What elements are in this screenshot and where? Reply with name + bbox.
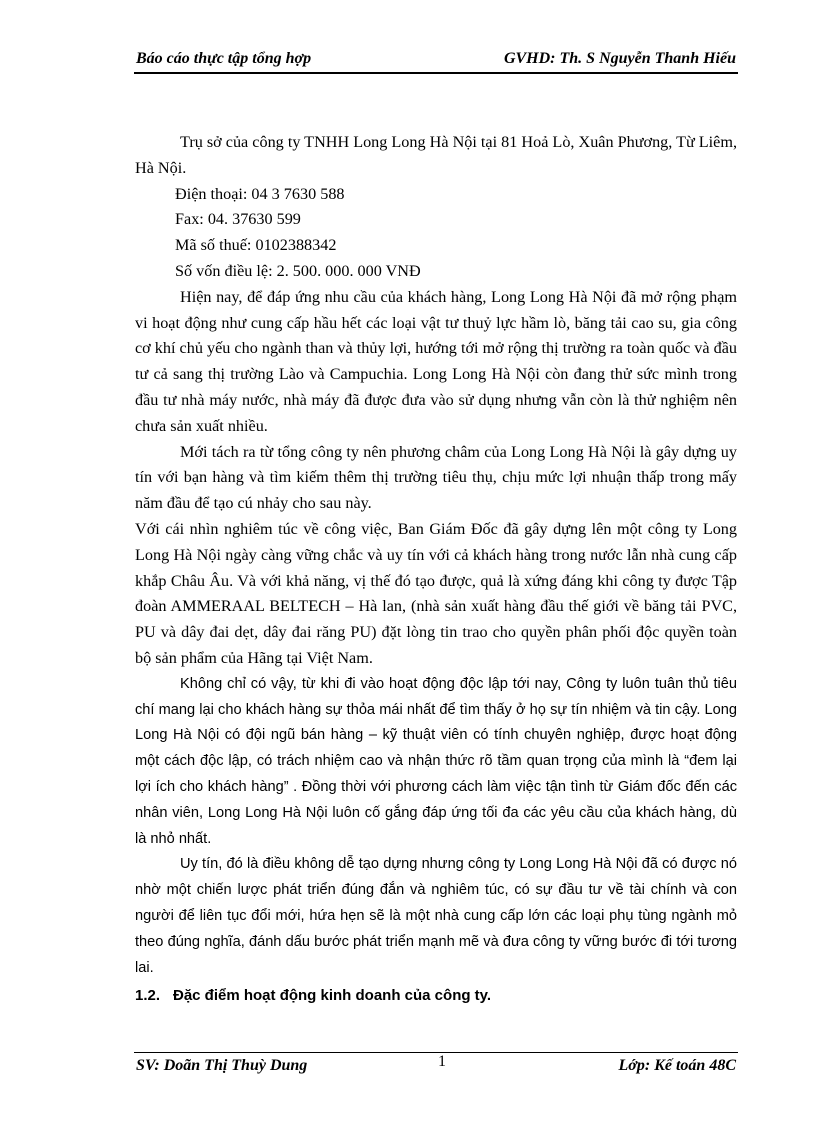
fax-line: Fax: 04. 37630 599 (175, 210, 301, 229)
paragraph-strategy: Mới tách ra từ tổng công ty nên phương châm của Long Long Hà Nội là gây dựng uy tín với bạn hàng và tìm kiếm thêm thị trường tiêu thụ, chịu mức lợi nhuận thấp trong mấy năm đầu để tạo cú nhảy cho sau này. (135, 442, 737, 513)
tax-code-line: Mã số thuế: 0102388342 (175, 236, 337, 255)
page-footer (134, 1052, 738, 1077)
section-number: 1.2. (135, 987, 161, 1005)
paragraph-expansion: Hiện nay, để đáp ứng nhu cầu của khách hàng, Long Long Hà Nội đã mở rộng phạm vi hoạt động như cung cấp hầu hết các loại vật tư thuỷ lực hầm lò, băng tải cao su, gia công cơ khí chủ yếu cho ngành than và thủy lợi, hướng tới mở rộng thị trường ra toàn quốc và đầu tư cả sang thị trường Lào và Campuchia. Long Long Hà Nội còn đang thử sức mình trong đầu tư nhà máy nước, nhà máy đã được đưa vào sử dụng nhưng vẫn còn là thử nghiệm nên chưa sản xuất nhiều. (135, 287, 737, 435)
footer-student: SV: Doãn Thị Thuỳ Dung (136, 1057, 308, 1074)
paragraph-reputation: Uy tín, đó là điều không dễ tạo dựng nhưng công ty Long Long Hà Nội đã có được nó nhờ một chiến lược phát triển đúng đắn và nghiêm túc, có sự đầu tư về tài chính và con người để liên tục đổi mới, hứa hẹn sẽ là một nhà cung cấp lớn các loại phụ tùng ngành mỏ theo đúng nghĩa, đánh dấu bước phát triển mạnh mẽ và đưa công ty vững bước đi tới tương lai. (135, 856, 737, 976)
section-heading (135, 983, 737, 1009)
footer-class: Lớp: Kế toán 48C (618, 1057, 736, 1074)
page-number: 1 (438, 1053, 446, 1070)
paragraph-criteria: Không chỉ có vậy, từ khi đi vào hoạt động độc lập tới nay, Công ty luôn tuân thủ tiêu chí mang lại cho khách hàng sự thỏa mái nhất để tìm thấy ở họ sự tín nhiệm và tin cậy. Long Long Hà Nội có đội ngũ bán hàng – kỹ thuật viên có tính chuyên nghiệp, được hoạt động một cách độc lập, có trách nhiệm cao và nhận thức rõ tầm quan trọng của mình là “đem lại lợi ích cho khách hàng” . Đồng thời với phương cách làm việc tận tình từ Giám đốc đến các nhân viên, Long Long Hà Nội luôn cố gắng đáp ứng tối đa các yêu cầu của khách hàng, dù là nhỏ nhất. (135, 675, 737, 847)
capital-line: Số vốn điều lệ: 2. 500. 000. 000 VNĐ (175, 261, 421, 280)
header-supervisor: GVHD: Th. S Nguyễn Thanh Hiếu (503, 50, 736, 67)
page-header (134, 50, 738, 74)
paragraph-board: Với cái nhìn nghiêm túc về công việc, Ban Giám Đốc đã gây dựng lên một công ty Long Long Hà Nội ngày càng vững chắc và uy tín với cả khách hàng trong nước lẫn nhà cung cấp khắp Châu Âu. Và với khả năng, vị thế đó tạo được, quả là xứng đáng khi công ty được Tập đoàn AMMERAAL BELTECH – Hà lan, (nhà sản xuất hàng đầu thế giới về băng tải PVC, PU và dây đai dẹt, dây đai răng PU) đặt lòng tin trao cho quyền phân phối độc quyền toàn bộ sản phẩm của Hãng tại Việt Nam. (135, 519, 737, 667)
phone-line: Điện thoại: 04 3 7630 588 (175, 184, 345, 203)
section-title: Đặc điểm hoạt động kinh doanh của công ty. (173, 987, 492, 1005)
header-report-title: Báo cáo thực tập tổng hợp (136, 50, 312, 67)
document-body (135, 130, 737, 1009)
address-paragraph: Trụ sở của công ty TNHH Long Long Hà Nội tại 81 Hoả Lò, Xuân Phương, Từ Liêm, Hà Nội. (135, 133, 737, 177)
